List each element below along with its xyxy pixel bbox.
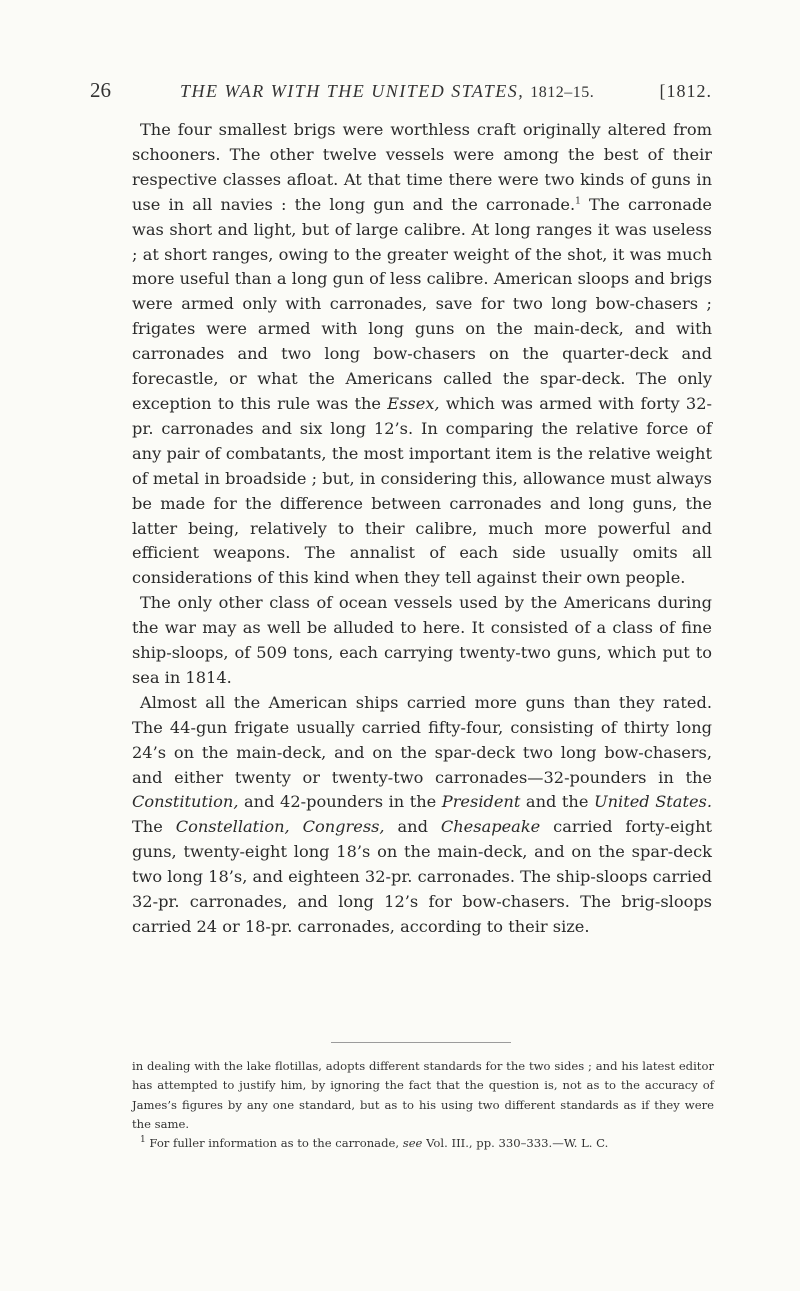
footnote-1-marker: 1 <box>140 1135 146 1146</box>
ship-names-constellation-congress: Constellation, Congress, <box>175 817 385 837</box>
p3-text-b: and 42-pounders in the <box>238 792 442 812</box>
p3-text-e: and <box>384 817 441 837</box>
running-title <box>180 81 594 102</box>
footnote-1-see: see <box>402 1136 423 1151</box>
p3-text-c: and the <box>520 792 594 812</box>
ship-name-constitution: Constitution, <box>132 792 239 812</box>
footnote-1-text-a: For fuller information as to the carronade, <box>145 1136 403 1151</box>
p3-text-a: Almost all the American ships carried more guns than they rated. The 44-gun frigate usually carried fifty-four, consisting of thirty long 24’s on the main-deck, and on the spar-deck two long bow-chasers, and either twenty or twenty-two carronades—32-pounders in the <box>132 692 712 787</box>
ship-name-united-states: United States. <box>593 792 712 812</box>
p3-text-f: carried forty-eight guns, twenty-eight long 18’s on the main-deck, and on the spar-deck two long 18’s, and eighteen 32-pr. carronades. The ship-sloops carried 32-pr. carronades, and long 12’s for bow-chasers. The brig-sloops carried 24 or 18-pr. carronades, according to their size. <box>132 817 713 936</box>
page-number: 26 <box>90 78 111 102</box>
page-header <box>90 78 712 110</box>
p1-text-a: The four smallest brigs were worthless craft originally altered from schooners. The other twelve vessels were among the best of their respective classes afloat. At that time there were two kinds of guns in use in all navies : the long gun and the carronade. <box>132 120 712 214</box>
paragraph-2: The only other class of ocean vessels used by the Americans during the war may as well be alluded to here. It consisted of a class of fine ship-sloops, of 509 tons, each carrying twenty-two guns, which put to sea in 1814. <box>132 593 712 687</box>
footnote-ref-1: 1 <box>575 196 581 207</box>
p1-text-c: which was armed with forty 32-pr. carronades and six long 12’s. In comparing the relative force of any pair of combatants, the most important item is the relative weight of metal in broadside ; but, in considering this, allowance must always be made for the difference between carronades and long guns, the latter being, relatively to their calibre, much more powerful and efficient weapons. The annalist of each side usually omits all considerations of this kind when they tell against their own people. <box>132 393 712 588</box>
running-title-years: 1812–15. <box>530 84 595 101</box>
footnote-1-text-b: Vol. III., pp. 330–333.—W. L. C. <box>422 1136 609 1151</box>
footnote-continued: in dealing with the lake flotillas, adopts different standards for the two sides ; and his latest editor has attempted to justify him, by ignoring the fact that the question is, not as to the accuracy of James’s figures by any one standard, but as to his using two different standards as if they were the same. <box>132 1059 714 1131</box>
footnotes <box>132 1057 714 1153</box>
ship-name-essex: Essex, <box>387 393 440 413</box>
paragraph-3 <box>132 691 712 940</box>
year-marker: [1812. <box>659 81 712 101</box>
p3-text-d: The <box>132 817 176 837</box>
p1-text-b: The carronade was short and light, but of large calibre. At long ranges it was useless ; at short ranges, owing to the greater weight of the shot, it was much more useful than a long gun of less calibre. American sloops and brigs were armed only with carronades, save for two long bow-chasers ; frigates were armed with long guns on the main-deck, and with carronades and two long bow-chasers on the quarter-deck and forecastle, or what the Americans called the spar-deck. The only exception to this rule was the <box>132 194 712 413</box>
footnote-divider <box>331 1042 511 1043</box>
ship-name-chesapeake: Chesapeake <box>440 817 541 837</box>
body-text <box>132 118 712 940</box>
paragraph-1 <box>132 118 712 591</box>
running-title-text: THE WAR WITH THE UNITED STATES, <box>180 81 525 101</box>
footnote-1 <box>132 1134 714 1153</box>
ship-name-president: President <box>441 792 521 812</box>
